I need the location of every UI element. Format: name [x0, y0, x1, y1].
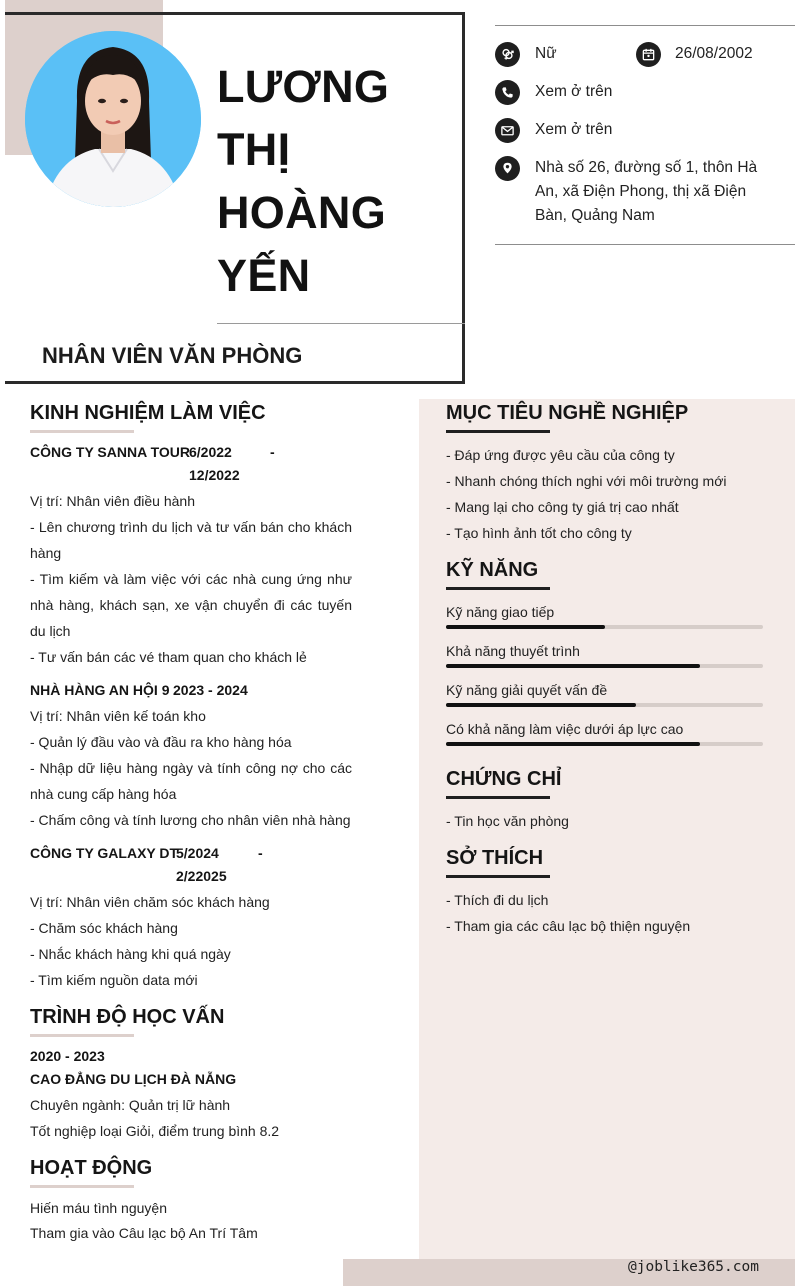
skill-bar-fill	[446, 625, 605, 629]
job-duty: - Quản lý đầu vào và đầu ra kho hàng hóa	[30, 734, 292, 750]
profile-photo	[25, 31, 201, 207]
certificates-heading-underline	[446, 796, 550, 799]
education-heading: TRÌNH ĐỘ HỌC VẤN	[30, 1006, 225, 1028]
job-duty: - Nhập dữ liệu hàng ngày và tính công nợ cho các nhà cung cấp hàng hóa	[30, 760, 352, 802]
objective-item: - Tạo hình ảnh tốt cho công ty	[446, 525, 632, 541]
certificate-item: - Tin học văn phòng	[446, 813, 569, 829]
job-duty: - Tư vấn bán các vé tham quan cho khách lẻ	[30, 649, 307, 665]
job-company: CÔNG TY GALAXY DT	[30, 845, 179, 861]
skill-bar-fill	[446, 664, 700, 668]
job-date-start: 5/2024	[176, 845, 219, 861]
skills-heading-underline	[446, 587, 550, 590]
job-date-start: 2023 - 2024	[173, 682, 248, 698]
skill-label: Có khả năng làm việc dưới áp lực cao	[446, 721, 684, 737]
job-date-end: 2/22025	[176, 868, 227, 884]
skill-bar-track	[446, 664, 763, 668]
hobbies-heading-underline	[446, 875, 550, 878]
skill-label: Khả năng thuyết trình	[446, 643, 580, 659]
job-company: NHÀ HÀNG AN HỘI 9	[30, 682, 170, 698]
calendar-icon	[636, 42, 661, 67]
job-duty: - Chăm sóc khách hàng	[30, 920, 178, 936]
activity-item: Hiến máu tình nguyện	[30, 1200, 167, 1216]
job-duty: - Tìm kiếm và làm việc với các nhà cung ứng như nhà hàng, khách sạn, xe vận chuyển đi các tuyến du lịch	[30, 571, 352, 639]
hobby-item: - Thích đi du lịch	[446, 892, 549, 908]
education-heading-underline	[30, 1034, 134, 1037]
job-company: CÔNG TY SANNA TOUR	[30, 444, 190, 460]
experience-heading: KINH NGHIỆM LÀM VIỆC	[30, 402, 266, 424]
objective-item: - Mang lại cho công ty giá trị cao nhất	[446, 499, 679, 515]
certificates-heading: CHỨNG CHỈ	[446, 768, 562, 790]
phone-value: Xem ở trên	[535, 83, 613, 100]
name-line: HOÀNG	[217, 187, 386, 238]
job-date-end: 12/2022	[189, 467, 240, 483]
name-line: THỊ	[217, 124, 291, 175]
location-icon	[495, 156, 520, 181]
job-position: Vị trí: Nhân viên chăm sóc khách hàng	[30, 894, 270, 910]
job-title: NHÂN VIÊN VĂN PHÒNG	[42, 343, 303, 368]
job-duty: - Chấm công và tính lương cho nhân viên nhà hàng	[30, 812, 351, 828]
email-icon	[495, 118, 520, 143]
objective-heading-underline	[446, 430, 550, 433]
job-position: Vị trí: Nhân viên điều hành	[30, 493, 195, 509]
phone-icon	[495, 80, 520, 105]
experience-heading-underline	[30, 430, 134, 433]
skill-label: Kỹ năng giải quyết vấn đề	[446, 682, 608, 698]
activity-item: Tham gia vào Câu lạc bộ An Trí Tâm	[30, 1225, 258, 1241]
education-result: Tốt nghiệp loại Giỏi, điểm trung bình 8.2	[30, 1123, 280, 1139]
skill-bar-fill	[446, 742, 700, 746]
hobby-item: - Tham gia các câu lạc bộ thiện nguyện	[446, 918, 691, 934]
address-value: Nhà số 26, đường số 1, thôn Hà An, xã Điện Phong, thị xã Điện Bàn, Quảng Nam	[535, 159, 758, 224]
gender-icon	[495, 42, 520, 67]
skill-bar-track	[446, 625, 763, 629]
skill-bar-track	[446, 742, 763, 746]
contact-top-divider	[495, 25, 795, 26]
name-line: LƯƠNG	[217, 61, 390, 112]
skill-bar-fill	[446, 703, 636, 707]
job-date-separator: -	[258, 845, 263, 861]
name-divider	[217, 323, 465, 324]
activities-heading-underline	[30, 1185, 134, 1188]
contact-bottom-divider	[495, 244, 795, 245]
gender-value: Nữ	[535, 45, 557, 62]
job-date-separator: -	[270, 444, 275, 460]
skill-bar-track	[446, 703, 763, 707]
objective-item: - Đáp ứng được yêu cầu của công ty	[446, 447, 675, 463]
education-school: CAO ĐẲNG DU LỊCH ĐÀ NẴNG	[30, 1071, 237, 1087]
skills-heading: KỸ NĂNG	[446, 559, 539, 581]
job-position: Vị trí: Nhân viên kế toán kho	[30, 708, 206, 724]
name-line: YẾN	[217, 250, 311, 301]
job-duty: - Nhắc khách hàng khi quá ngày	[30, 946, 231, 962]
hobbies-heading: SỞ THÍCH	[446, 847, 544, 869]
job-duty: - Lên chương trình du lịch và tư vấn bán cho khách hàng	[30, 519, 352, 561]
job-duty: - Tìm kiếm nguồn data mới	[30, 972, 198, 988]
activities-heading: HOẠT ĐỘNG	[30, 1157, 153, 1179]
skill-label: Kỹ năng giao tiếp	[446, 604, 555, 620]
watermark-text: @joblike365.com	[628, 1259, 759, 1275]
objective-item: - Nhanh chóng thích nghi với môi trường mới	[446, 473, 727, 489]
birthdate-value: 26/08/2002	[675, 45, 753, 62]
full-name	[217, 55, 457, 307]
education-years: 2020 - 2023	[30, 1048, 105, 1064]
job-date-start: 6/2022	[189, 444, 232, 460]
email-value: Xem ở trên	[535, 121, 613, 138]
objective-heading: MỤC TIÊU NGHỀ NGHIỆP	[446, 402, 689, 424]
education-major: Chuyên ngành: Quản trị lữ hành	[30, 1097, 231, 1113]
